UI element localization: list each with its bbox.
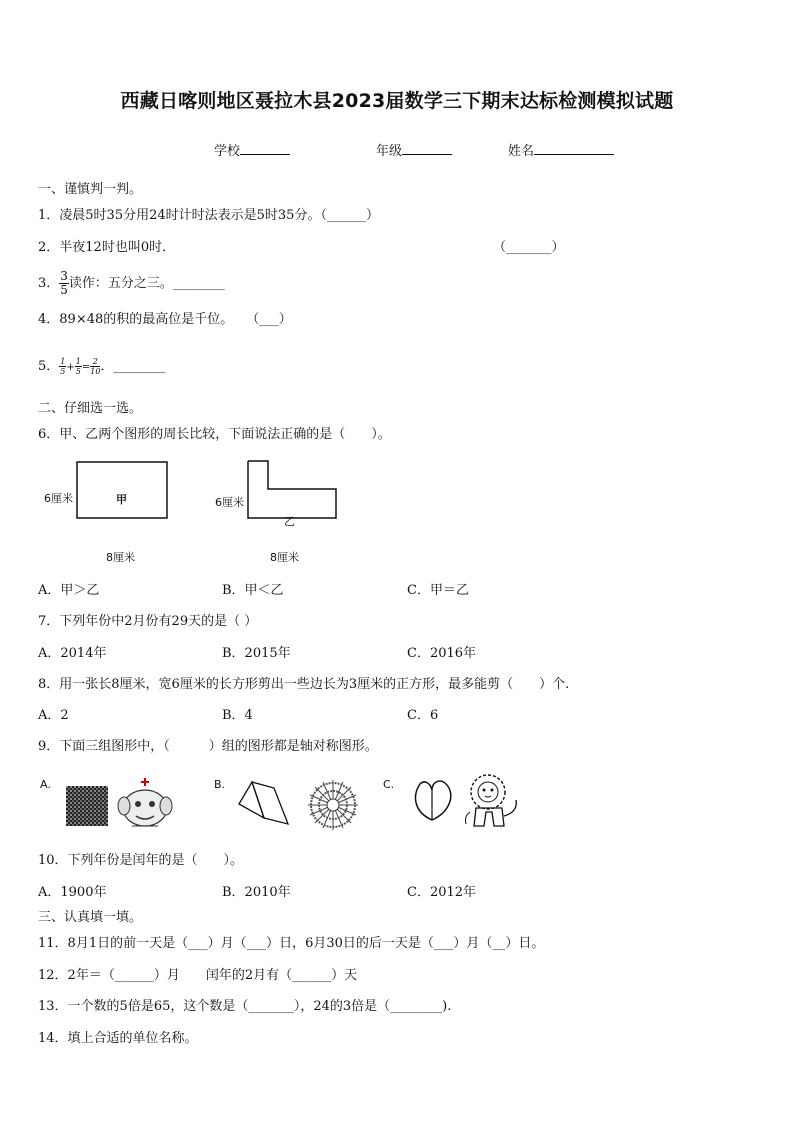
fraction-c-num: 2: [90, 357, 100, 367]
grade-field: [376, 142, 452, 160]
grade-label: 年级: [376, 144, 403, 159]
sunburst-pattern-icon: [306, 778, 360, 832]
fraction-numerator: 3: [60, 269, 68, 283]
lion-icon: [462, 772, 524, 830]
name-blank[interactable]: [534, 142, 614, 155]
leaf-icon: [410, 776, 460, 824]
q7-option-b[interactable]: B．2015年: [222, 646, 291, 661]
fraction-c-den: 10: [90, 367, 101, 376]
figure-jia-name: 甲: [116, 493, 127, 506]
name-label: 姓名: [508, 144, 535, 159]
q8-option-a[interactable]: A．2: [38, 708, 69, 723]
question-5-prefix: 5．: [38, 359, 60, 374]
section-3-heading: 三、认真填一填。: [38, 910, 143, 925]
question-9: 9．下面三组图形中，（ ）组的图形都是轴对称图形。: [38, 739, 378, 754]
page-title: 西藏日喀则地区聂拉木县2023届数学三下期末达标检测模拟试题: [120, 90, 674, 112]
q6-option-c[interactable]: C．甲＝乙: [407, 583, 469, 598]
question-7: 7．下列年份中2月份有29天的是（ ）: [38, 614, 258, 629]
question-8: 8．用一张长8厘米，宽6厘米的长方形剪出一些边长为3厘米的正方形，最多能剪（ ）个.: [38, 677, 570, 692]
fraction-b-den: 5: [75, 367, 81, 376]
question-5-fraction-c: [90, 357, 100, 376]
question-3-prefix: 3．: [38, 276, 60, 291]
q9-label-b: B.: [214, 778, 226, 791]
question-13: 13．一个数的5倍是65，这个数是（_______），24的3倍是（________).: [38, 999, 452, 1014]
fraction-a-den: 5: [60, 367, 66, 376]
q7-option-a[interactable]: A．2014年: [38, 646, 107, 661]
q6-option-a[interactable]: A．甲＞乙: [38, 583, 100, 598]
question-2-blank[interactable]: （_______）: [493, 240, 565, 255]
q8-option-c[interactable]: C．6: [407, 708, 439, 723]
rhombus-icon: [236, 780, 292, 828]
q7-option-c[interactable]: C．2016年: [407, 646, 477, 661]
question-6: 6．甲、乙两个图形的周长比较，下面说法正确的是（ ）。: [38, 427, 391, 442]
question-5-fraction-b: [75, 357, 82, 376]
figure-yi-name: 乙: [284, 515, 295, 528]
question-10: 10．下列年份是闰年的是（ ）。: [38, 853, 244, 868]
q9-label-c: C.: [383, 778, 395, 791]
q10-option-a[interactable]: A．1900年: [38, 885, 107, 900]
figure-jia-width-label: 8厘米: [106, 551, 135, 564]
q8-option-b[interactable]: B．4: [222, 708, 253, 723]
figure-yi-height-label: 6厘米: [215, 496, 244, 509]
q6-option-b[interactable]: B．甲＜乙: [222, 583, 284, 598]
figure-jia-height-label: 6厘米: [44, 492, 73, 505]
cartoon-face-icon: [114, 776, 176, 832]
school-label: 学校: [214, 144, 241, 159]
figure-yi-shape: [246, 459, 340, 521]
q10-option-b[interactable]: B．2010年: [222, 885, 291, 900]
section-2-heading: 二、仔细选一选。: [38, 401, 143, 416]
question-11: 11．8月1日的前一天是（___）月（___）日，6月30日的后一天是（___）月（__）日。: [38, 936, 545, 951]
fraction-denominator: 5: [60, 283, 68, 297]
question-14: 14．填上合适的单位名称。: [38, 1031, 198, 1046]
q9-label-a: A.: [40, 778, 51, 791]
question-3: [38, 266, 225, 302]
question-5: 5． $\frac{1}{5}$ + $\frac{1}{5}$ = $\frac{2}{10}$ ．________: [38, 357, 166, 376]
fraction-b-num: 1: [75, 357, 81, 366]
section-1-heading: 一、谨慎判一判。: [38, 182, 143, 197]
question-4: 4．89×48的积的最高位是千位。 （___）: [38, 312, 292, 327]
school-blank[interactable]: [240, 142, 290, 155]
grade-blank[interactable]: [402, 142, 452, 155]
question-1: 1．凌晨5时35分用24时计时法表示是5时35分。（______）: [38, 208, 379, 223]
checkered-square-icon: [66, 786, 110, 828]
school-field: [214, 142, 290, 160]
question-2: 2．半夜12时也叫0时．: [38, 240, 176, 255]
question-12: 12．2年＝（______）月 闰年的2月有（______）天: [38, 968, 358, 983]
question-3-fraction: [59, 270, 69, 297]
q10-option-c[interactable]: C．2012年: [407, 885, 477, 900]
name-field: [508, 142, 614, 160]
fraction-a-num: 1: [60, 357, 66, 366]
question-5-tail: ．________: [100, 359, 166, 374]
figure-yi-width-label: 8厘米: [270, 551, 299, 564]
question-3-text: 读作：五分之三。________: [68, 276, 225, 291]
